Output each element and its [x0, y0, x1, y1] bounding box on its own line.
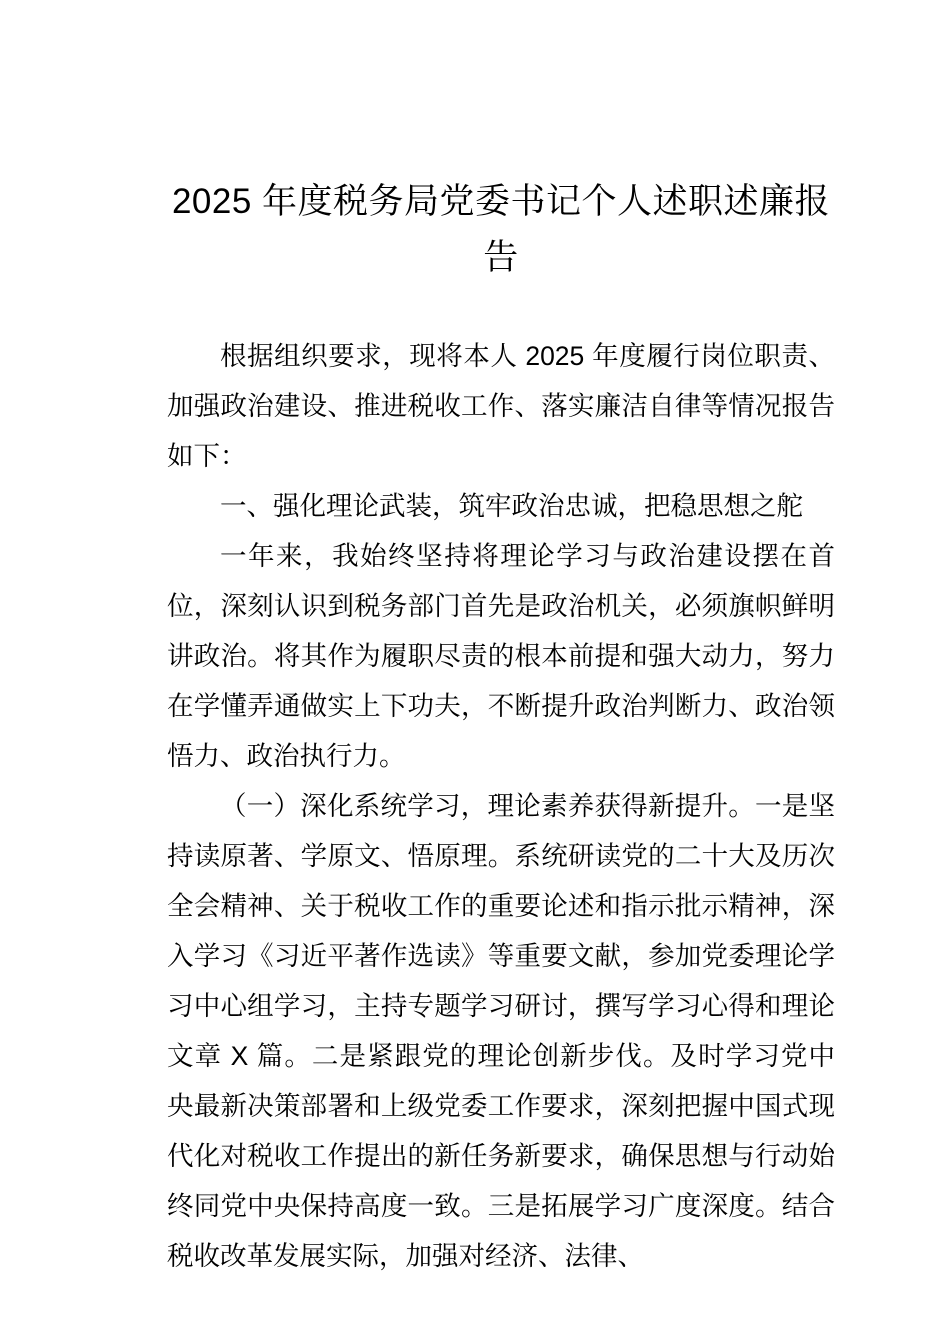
- paragraph-section-one-lead: 一年来，我始终坚持将理论学习与政治建设摆在首位，深刻认识到税务部门首先是政治机关，必须旗帜鲜明讲政治。将其作为履职尽责的根本前提和强大动力，努力在学懂弄通做实上下功夫，不断提升政治判断力、政治领悟力、政治执行力。: [167, 541, 835, 771]
- document-body: [167, 0, 835, 1281]
- paragraph-subsection-one: （一）深化系统学习，理论素养获得新提升。一是坚持读原著、学原文、悟原理。系统研读党的二十大及历次全会精神、关于税收工作的重要论述和指示批示精神，深入学习《习近平著作选读》等重要文献，参加党委理论学习中心组学习，主持专题学习研讨，撰写学习心得和理论文章 X 篇。二是紧跟党的理论创新步伐。及时学习党中央最新决策部署和上级党委工作要求，深刻把握中国式现代化对税收工作提出的新任务新要求，确保思想与行动始终同党中央保持高度一致。三是拓展学习广度深度。结合税收改革发展实际，加强对经济、法律、: [167, 791, 835, 1271]
- paragraph-intro: 根据组织要求，现将本人 2025 年度履行岗位职责、加强政治建设、推进税收工作、落实廉洁自律等情况报告如下：: [167, 341, 835, 471]
- section-heading-one: 一、强化理论武装，筑牢政治忠诚，把稳思想之舵: [220, 491, 803, 521]
- document-title: 2025 年度税务局党委书记个人述职述廉报告: [171, 182, 831, 277]
